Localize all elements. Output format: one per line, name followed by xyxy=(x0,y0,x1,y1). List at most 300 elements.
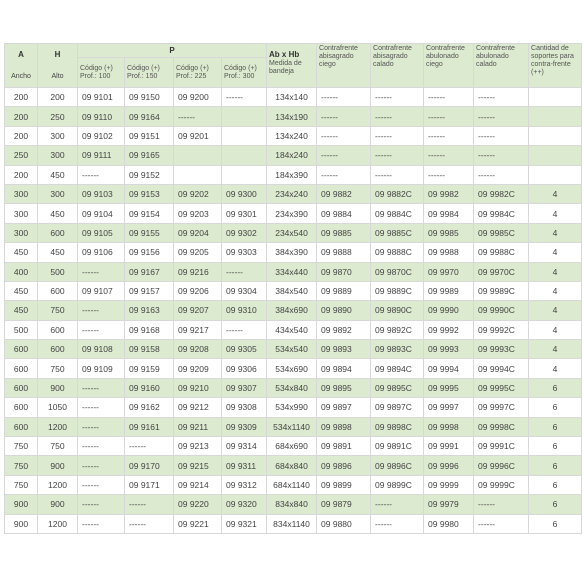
cell-h: 600 xyxy=(38,320,78,339)
cell-code-225: 09 9215 xyxy=(174,456,222,475)
cell-code-300: 09 9305 xyxy=(222,340,267,359)
cell-bandeja: 134x140 xyxy=(267,88,317,107)
table-row xyxy=(5,475,582,494)
cell-code-100: 09 9105 xyxy=(78,223,125,242)
cell-bandeja: 834x840 xyxy=(267,495,317,514)
cell-a: 200 xyxy=(5,107,38,126)
cell-abul-ciego: ------ xyxy=(424,146,474,165)
cell-code-150: 09 9152 xyxy=(125,165,174,184)
cell-bandeja: 534x540 xyxy=(267,340,317,359)
cell-code-300: 09 9321 xyxy=(222,514,267,533)
cell-abul-calado: 09 9997C xyxy=(474,398,529,417)
header-h xyxy=(38,44,78,88)
table-row xyxy=(5,514,582,533)
cell-abul-calado: 09 9995C xyxy=(474,378,529,397)
cell-soportes: 4 xyxy=(529,262,582,281)
cell-abul-calado: ------ xyxy=(474,126,529,145)
cell-abul-calado: ------ xyxy=(474,165,529,184)
cell-code-150: 09 9158 xyxy=(125,340,174,359)
cell-abis-calado: 09 9898C xyxy=(371,417,424,436)
cell-abis-ciego: 09 9896 xyxy=(317,456,371,475)
cell-bandeja: 234x240 xyxy=(267,184,317,203)
cell-code-300: 09 9310 xyxy=(222,301,267,320)
cell-code-300: 09 9309 xyxy=(222,417,267,436)
cell-abul-ciego: 09 9985 xyxy=(424,223,474,242)
cell-a: 600 xyxy=(5,359,38,378)
cell-code-100: 09 9108 xyxy=(78,340,125,359)
cell-abul-ciego: 09 9996 xyxy=(424,456,474,475)
cell-bandeja: 234x540 xyxy=(267,223,317,242)
cell-code-225: 09 9210 xyxy=(174,378,222,397)
cell-code-100: ------ xyxy=(78,495,125,514)
cell-abis-calado: 09 9885C xyxy=(371,223,424,242)
cell-soportes xyxy=(529,146,582,165)
cell-abis-ciego: 09 9882 xyxy=(317,184,371,203)
table-row xyxy=(5,262,582,281)
cell-bandeja: 834x1140 xyxy=(267,514,317,533)
cell-abis-calado: 09 9897C xyxy=(371,398,424,417)
cell-abul-calado: 09 9989C xyxy=(474,281,529,300)
cell-soportes: 4 xyxy=(529,340,582,359)
cell-a: 600 xyxy=(5,378,38,397)
cell-code-100: 09 9109 xyxy=(78,359,125,378)
cell-abul-ciego: 09 9997 xyxy=(424,398,474,417)
cell-code-100: 09 9101 xyxy=(78,88,125,107)
cell-soportes xyxy=(529,88,582,107)
cell-abul-ciego: 09 9995 xyxy=(424,378,474,397)
cell-code-100: ------ xyxy=(78,378,125,397)
cell-abul-ciego: 09 9980 xyxy=(424,514,474,533)
cell-bandeja: 334x440 xyxy=(267,262,317,281)
cell-code-300: 09 9303 xyxy=(222,243,267,262)
cell-code-150: 09 9160 xyxy=(125,378,174,397)
cell-soportes: 6 xyxy=(529,378,582,397)
cell-code-225: 09 9201 xyxy=(174,126,222,145)
table-row xyxy=(5,165,582,184)
cell-soportes: 6 xyxy=(529,495,582,514)
header-abhb-bold: Ab x Hb xyxy=(269,50,300,59)
cell-bandeja: 384x390 xyxy=(267,243,317,262)
cell-abul-ciego: 09 9979 xyxy=(424,495,474,514)
cell-abul-calado: ------ xyxy=(474,107,529,126)
cell-abis-calado: 09 9895C xyxy=(371,378,424,397)
cell-a: 450 xyxy=(5,243,38,262)
cell-bandeja: 534x1140 xyxy=(267,417,317,436)
cell-abis-calado: ------ xyxy=(371,514,424,533)
table-row xyxy=(5,243,582,262)
cell-abul-ciego: 09 9989 xyxy=(424,281,474,300)
table-row xyxy=(5,126,582,145)
header-a-label: A xyxy=(18,50,24,59)
cell-code-300: 09 9300 xyxy=(222,184,267,203)
table-row xyxy=(5,340,582,359)
cell-abis-calado: 09 9891C xyxy=(371,437,424,456)
cell-h: 900 xyxy=(38,495,78,514)
table-row xyxy=(5,398,582,417)
header-code-225: Código (+) Prof.: 225 xyxy=(174,58,222,88)
cell-abul-ciego: 09 9990 xyxy=(424,301,474,320)
cell-abul-ciego: ------ xyxy=(424,107,474,126)
cell-code-150: 09 9156 xyxy=(125,243,174,262)
cell-abis-ciego: 09 9879 xyxy=(317,495,371,514)
cell-code-100: 09 9103 xyxy=(78,184,125,203)
cell-code-225: 09 9202 xyxy=(174,184,222,203)
cell-abul-ciego: ------ xyxy=(424,126,474,145)
cell-a: 300 xyxy=(5,223,38,242)
cell-abis-ciego: 09 9885 xyxy=(317,223,371,242)
cell-a: 300 xyxy=(5,184,38,203)
header-cf-abis-calado: Contrafrente abisagrado calado xyxy=(371,44,424,88)
cell-a: 600 xyxy=(5,417,38,436)
cell-code-100: ------ xyxy=(78,417,125,436)
cell-code-100: 09 9111 xyxy=(78,146,125,165)
cell-abul-calado: 09 9992C xyxy=(474,320,529,339)
cell-abul-calado: 09 9990C xyxy=(474,301,529,320)
cell-soportes: 6 xyxy=(529,437,582,456)
cell-abul-ciego: 09 9982 xyxy=(424,184,474,203)
cell-code-300: 09 9311 xyxy=(222,456,267,475)
cell-a: 750 xyxy=(5,456,38,475)
table-row xyxy=(5,301,582,320)
cell-bandeja: 684x1140 xyxy=(267,475,317,494)
cell-code-225: 09 9213 xyxy=(174,437,222,456)
cell-abis-calado: ------ xyxy=(371,107,424,126)
cell-h: 750 xyxy=(38,301,78,320)
cell-soportes xyxy=(529,165,582,184)
cell-code-300: 09 9302 xyxy=(222,223,267,242)
cell-abis-calado: 09 9892C xyxy=(371,320,424,339)
header-cf-abul-ciego: Contrafrente abulonado ciego xyxy=(424,44,474,88)
cell-bandeja: 184x390 xyxy=(267,165,317,184)
table-row xyxy=(5,437,582,456)
cell-soportes: 4 xyxy=(529,223,582,242)
cell-code-150: 09 9153 xyxy=(125,184,174,203)
cell-a: 200 xyxy=(5,88,38,107)
cell-bandeja: 134x240 xyxy=(267,126,317,145)
cell-abul-calado: 09 9984C xyxy=(474,204,529,223)
cell-h: 500 xyxy=(38,262,78,281)
cell-code-225: 09 9221 xyxy=(174,514,222,533)
cell-soportes: 6 xyxy=(529,475,582,494)
cell-abis-ciego: ------ xyxy=(317,126,371,145)
cell-abis-ciego: ------ xyxy=(317,88,371,107)
cell-soportes xyxy=(529,107,582,126)
cell-code-300 xyxy=(222,126,267,145)
header-abhb-sub: Medida de bandeja xyxy=(269,60,302,75)
cell-abul-calado: ------ xyxy=(474,88,529,107)
cell-code-150: 09 9167 xyxy=(125,262,174,281)
cell-code-100: 09 9102 xyxy=(78,126,125,145)
cell-abis-calado: 09 9899C xyxy=(371,475,424,494)
cell-abul-calado: ------ xyxy=(474,514,529,533)
cell-h: 300 xyxy=(38,184,78,203)
cell-soportes: 4 xyxy=(529,204,582,223)
cell-h: 300 xyxy=(38,146,78,165)
table-row xyxy=(5,88,582,107)
cell-a: 900 xyxy=(5,495,38,514)
cell-code-225: 09 9209 xyxy=(174,359,222,378)
cell-abul-calado: 09 9994C xyxy=(474,359,529,378)
cell-abis-calado: ------ xyxy=(371,126,424,145)
cell-code-150: 09 9150 xyxy=(125,88,174,107)
cell-soportes: 6 xyxy=(529,398,582,417)
cell-code-300 xyxy=(222,146,267,165)
cell-code-150: 09 9161 xyxy=(125,417,174,436)
cell-soportes: 4 xyxy=(529,243,582,262)
cell-a: 450 xyxy=(5,301,38,320)
cell-abis-ciego: ------ xyxy=(317,146,371,165)
cell-code-225: 09 9200 xyxy=(174,88,222,107)
cell-soportes xyxy=(529,126,582,145)
cell-abul-calado: 09 9970C xyxy=(474,262,529,281)
cell-code-300: 09 9312 xyxy=(222,475,267,494)
header-p: P xyxy=(78,44,267,58)
cell-code-100: ------ xyxy=(78,262,125,281)
cell-h: 900 xyxy=(38,378,78,397)
cell-code-225: 09 9203 xyxy=(174,204,222,223)
spec-table xyxy=(4,43,582,534)
table-row xyxy=(5,320,582,339)
cell-abul-calado: 09 9999C xyxy=(474,475,529,494)
cell-bandeja: 384x540 xyxy=(267,281,317,300)
cell-soportes: 6 xyxy=(529,417,582,436)
cell-abul-ciego: 09 9991 xyxy=(424,437,474,456)
header-code-300: Código (+) Prof.: 300 xyxy=(222,58,267,88)
cell-code-100: ------ xyxy=(78,165,125,184)
cell-code-225: 09 9212 xyxy=(174,398,222,417)
cell-code-150: 09 9154 xyxy=(125,204,174,223)
cell-abis-ciego: 09 9899 xyxy=(317,475,371,494)
cell-code-150: ------ xyxy=(125,437,174,456)
header-cf-abul-calado: Contrafrente abulonado calado xyxy=(474,44,529,88)
cell-code-300: ------ xyxy=(222,88,267,107)
cell-code-300: ------ xyxy=(222,320,267,339)
cell-code-225: 09 9211 xyxy=(174,417,222,436)
cell-code-225: 09 9216 xyxy=(174,262,222,281)
table-row xyxy=(5,417,582,436)
cell-code-100: ------ xyxy=(78,475,125,494)
cell-code-100: ------ xyxy=(78,398,125,417)
cell-abul-calado: 09 9998C xyxy=(474,417,529,436)
cell-h: 300 xyxy=(38,126,78,145)
cell-abis-calado: 09 9884C xyxy=(371,204,424,223)
cell-code-150: 09 9159 xyxy=(125,359,174,378)
cell-abul-ciego: 09 9970 xyxy=(424,262,474,281)
cell-code-150: 09 9170 xyxy=(125,456,174,475)
table-row xyxy=(5,495,582,514)
cell-abis-ciego: ------ xyxy=(317,165,371,184)
cell-h: 1050 xyxy=(38,398,78,417)
cell-code-225: 09 9205 xyxy=(174,243,222,262)
header-code-150: Código (+) Prof.: 150 xyxy=(125,58,174,88)
cell-soportes: 6 xyxy=(529,456,582,475)
cell-code-150: 09 9165 xyxy=(125,146,174,165)
cell-code-150: 09 9164 xyxy=(125,107,174,126)
cell-a: 200 xyxy=(5,165,38,184)
cell-a: 750 xyxy=(5,437,38,456)
cell-code-300: 09 9314 xyxy=(222,437,267,456)
cell-code-100: 09 9107 xyxy=(78,281,125,300)
cell-abis-calado: ------ xyxy=(371,495,424,514)
cell-code-100: 09 9104 xyxy=(78,204,125,223)
cell-abis-ciego: 09 9890 xyxy=(317,301,371,320)
cell-code-300 xyxy=(222,107,267,126)
cell-a: 400 xyxy=(5,262,38,281)
cell-bandeja: 534x990 xyxy=(267,398,317,417)
cell-abis-ciego: 09 9897 xyxy=(317,398,371,417)
cell-abul-ciego: 09 9984 xyxy=(424,204,474,223)
cell-h: 450 xyxy=(38,204,78,223)
cell-a: 250 xyxy=(5,146,38,165)
cell-h: 450 xyxy=(38,243,78,262)
cell-a: 450 xyxy=(5,281,38,300)
cell-abul-calado: 09 9996C xyxy=(474,456,529,475)
header-cf-abis-ciego: Contrafrente abisagrado ciego xyxy=(317,44,371,88)
cell-code-150: 09 9151 xyxy=(125,126,174,145)
table-row xyxy=(5,281,582,300)
cell-abis-ciego: 09 9884 xyxy=(317,204,371,223)
cell-code-225: 09 9208 xyxy=(174,340,222,359)
cell-abul-ciego: 09 9998 xyxy=(424,417,474,436)
cell-code-150: 09 9171 xyxy=(125,475,174,494)
cell-abis-ciego: ------ xyxy=(317,107,371,126)
cell-code-225: 09 9220 xyxy=(174,495,222,514)
cell-bandeja: 534x840 xyxy=(267,378,317,397)
cell-code-100: ------ xyxy=(78,437,125,456)
cell-code-225 xyxy=(174,165,222,184)
table-body xyxy=(5,88,582,534)
cell-abis-ciego: 09 9880 xyxy=(317,514,371,533)
cell-abis-ciego: 09 9894 xyxy=(317,359,371,378)
cell-code-150: ------ xyxy=(125,514,174,533)
cell-a: 600 xyxy=(5,398,38,417)
cell-code-150: 09 9157 xyxy=(125,281,174,300)
cell-abul-calado: 09 9982C xyxy=(474,184,529,203)
cell-abis-calado: 09 9893C xyxy=(371,340,424,359)
cell-h: 1200 xyxy=(38,417,78,436)
cell-abis-calado: 09 9896C xyxy=(371,456,424,475)
cell-code-300: 09 9320 xyxy=(222,495,267,514)
cell-bandeja: 684x840 xyxy=(267,456,317,475)
cell-code-100: 09 9106 xyxy=(78,243,125,262)
cell-abis-calado: 09 9890C xyxy=(371,301,424,320)
cell-soportes: 4 xyxy=(529,184,582,203)
spec-table-container xyxy=(4,43,581,534)
cell-code-300: 09 9306 xyxy=(222,359,267,378)
table-row xyxy=(5,378,582,397)
cell-code-100: ------ xyxy=(78,301,125,320)
cell-bandeja: 434x540 xyxy=(267,320,317,339)
cell-code-150: 09 9163 xyxy=(125,301,174,320)
cell-code-100: ------ xyxy=(78,320,125,339)
cell-h: 750 xyxy=(38,359,78,378)
cell-h: 600 xyxy=(38,281,78,300)
cell-abul-calado: 09 9985C xyxy=(474,223,529,242)
cell-h: 250 xyxy=(38,107,78,126)
cell-abis-ciego: 09 9892 xyxy=(317,320,371,339)
cell-bandeja: 184x240 xyxy=(267,146,317,165)
cell-code-300: 09 9307 xyxy=(222,378,267,397)
cell-abis-ciego: 09 9891 xyxy=(317,437,371,456)
cell-a: 500 xyxy=(5,320,38,339)
cell-abul-ciego: 09 9992 xyxy=(424,320,474,339)
header-code-100: Código (+) Prof.: 100 xyxy=(78,58,125,88)
cell-abis-calado: ------ xyxy=(371,88,424,107)
cell-abul-ciego: 09 9994 xyxy=(424,359,474,378)
cell-code-300: 09 9301 xyxy=(222,204,267,223)
cell-code-225: 09 9217 xyxy=(174,320,222,339)
cell-a: 600 xyxy=(5,340,38,359)
cell-abis-calado: 09 9870C xyxy=(371,262,424,281)
cell-bandeja: 384x690 xyxy=(267,301,317,320)
cell-code-225: 09 9214 xyxy=(174,475,222,494)
cell-code-225: ------ xyxy=(174,107,222,126)
cell-abul-calado: ------ xyxy=(474,495,529,514)
cell-code-100: 09 9110 xyxy=(78,107,125,126)
table-row xyxy=(5,107,582,126)
cell-abul-ciego: ------ xyxy=(424,165,474,184)
cell-abul-calado: 09 9993C xyxy=(474,340,529,359)
cell-a: 750 xyxy=(5,475,38,494)
cell-abis-ciego: 09 9888 xyxy=(317,243,371,262)
cell-soportes: 4 xyxy=(529,301,582,320)
cell-abis-ciego: 09 9898 xyxy=(317,417,371,436)
table-row xyxy=(5,146,582,165)
cell-h: 900 xyxy=(38,456,78,475)
table-row xyxy=(5,184,582,203)
cell-code-300 xyxy=(222,165,267,184)
table-row xyxy=(5,204,582,223)
cell-code-300: 09 9304 xyxy=(222,281,267,300)
cell-h: 600 xyxy=(38,340,78,359)
cell-h: 600 xyxy=(38,223,78,242)
header-h-sub: Alto xyxy=(51,73,64,80)
cell-soportes: 4 xyxy=(529,320,582,339)
table-row xyxy=(5,223,582,242)
cell-abis-ciego: 09 9893 xyxy=(317,340,371,359)
cell-bandeja: 134x190 xyxy=(267,107,317,126)
cell-abis-ciego: 09 9895 xyxy=(317,378,371,397)
cell-bandeja: 684x690 xyxy=(267,437,317,456)
cell-abul-ciego: 09 9999 xyxy=(424,475,474,494)
cell-a: 200 xyxy=(5,126,38,145)
cell-abis-calado: 09 9889C xyxy=(371,281,424,300)
cell-h: 1200 xyxy=(38,514,78,533)
cell-abul-calado: 09 9991C xyxy=(474,437,529,456)
cell-abul-ciego: 09 9993 xyxy=(424,340,474,359)
cell-code-300: 09 9308 xyxy=(222,398,267,417)
cell-abis-calado: ------ xyxy=(371,165,424,184)
cell-code-150: ------ xyxy=(125,495,174,514)
cell-code-100: ------ xyxy=(78,456,125,475)
cell-abul-ciego: ------ xyxy=(424,88,474,107)
header-h-label: H xyxy=(54,50,61,59)
cell-abis-calado: 09 9888C xyxy=(371,243,424,262)
cell-code-150: 09 9155 xyxy=(125,223,174,242)
cell-soportes: 4 xyxy=(529,359,582,378)
cell-h: 750 xyxy=(38,437,78,456)
cell-h: 200 xyxy=(38,88,78,107)
cell-abis-ciego: 09 9870 xyxy=(317,262,371,281)
cell-abul-ciego: 09 9988 xyxy=(424,243,474,262)
cell-a: 300 xyxy=(5,204,38,223)
cell-abis-ciego: 09 9889 xyxy=(317,281,371,300)
cell-bandeja: 534x690 xyxy=(267,359,317,378)
cell-bandeja: 234x390 xyxy=(267,204,317,223)
cell-h: 450 xyxy=(38,165,78,184)
cell-code-150: 09 9168 xyxy=(125,320,174,339)
cell-soportes: 6 xyxy=(529,514,582,533)
